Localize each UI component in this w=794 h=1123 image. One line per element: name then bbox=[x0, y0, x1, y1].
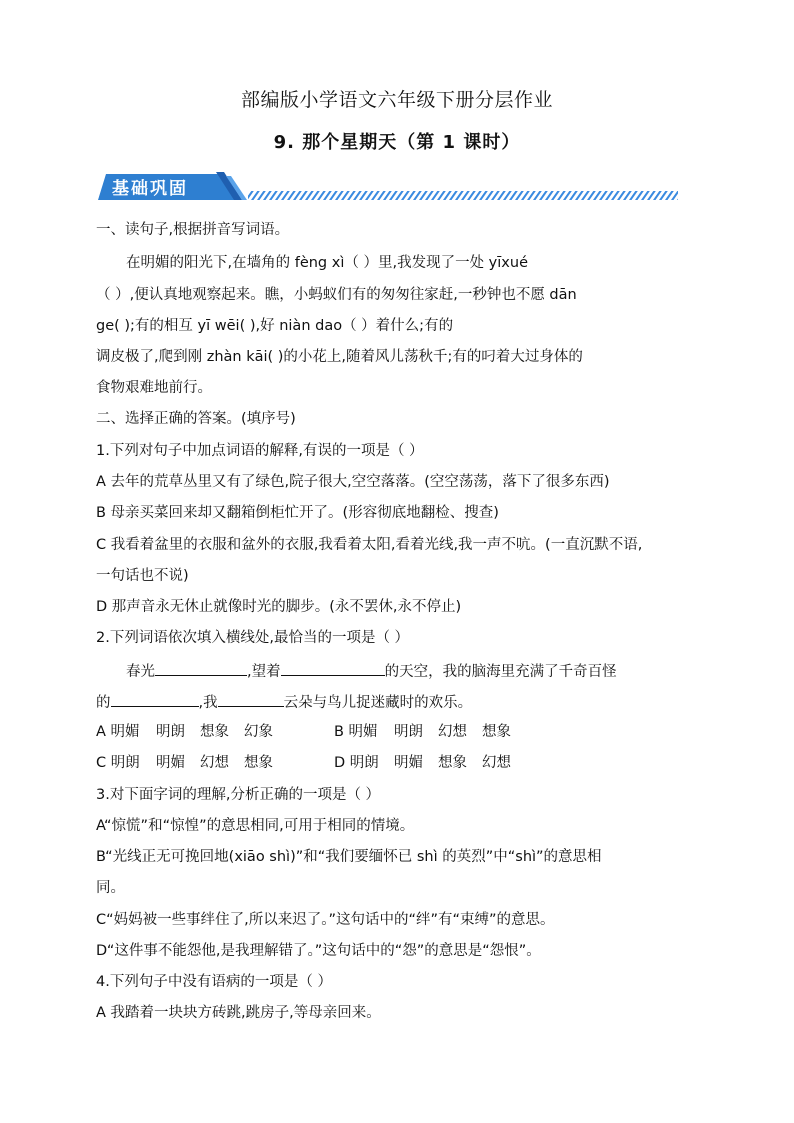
q2-2-stem: 2.下列词语依次填入横线处,最恰当的一项是（ ） bbox=[96, 630, 410, 646]
q2-1-option-a: A 去年的荒草丛里又有了绿色,院子很大,空空落落。(空空荡荡，落下了很多东西) bbox=[96, 474, 610, 490]
q2-3-option-d: D“这件事不能怨他,是我理解错了。”这句话中的“怨”的意思是“怨恨”。 bbox=[96, 943, 541, 959]
q2-3-option-a: A“惊慌”和“惊惶”的意思相同,可用于相同的情境。 bbox=[96, 818, 415, 834]
passage-text: ,望着 bbox=[247, 664, 281, 680]
option-word: 想象 bbox=[482, 724, 511, 740]
q2-2-passage-line-2 bbox=[96, 691, 472, 713]
passage-text: ,我 bbox=[198, 695, 218, 711]
option-word: A 明媚 bbox=[96, 724, 140, 740]
q1-heading: 一、读句子,根据拼音写词语。 bbox=[96, 222, 290, 238]
option-word: 幻想 bbox=[200, 755, 229, 771]
q2-1-option-c: C 我看着盆里的衣服和盆外的衣服,我看着太阳,看着光线,我一声不吭。(一直沉默不语, bbox=[96, 537, 643, 553]
option-word: 想象 bbox=[200, 724, 229, 740]
q2-2-options-row-2 bbox=[96, 753, 526, 773]
q2-3-option-b-cont: 同。 bbox=[96, 880, 125, 896]
blank-4 bbox=[218, 691, 284, 707]
option-word: C 明朗 bbox=[96, 755, 140, 771]
blank-1 bbox=[155, 660, 247, 676]
option-word: 明朗 bbox=[156, 724, 185, 740]
section-banner bbox=[98, 170, 688, 204]
q2-1-option-d: D 那声音永无休止就像时光的脚步。(永不罢休,永不停止) bbox=[96, 599, 462, 615]
passage-text: 的 bbox=[96, 695, 111, 711]
q2-1-option-b: B 母亲买菜回来却又翻箱倒柜忙开了。(形容彻底地翻检、搜查) bbox=[96, 505, 499, 521]
q1-line-5: 食物艰难地前行。 bbox=[96, 380, 212, 396]
q2-1-stem: 1.下列对句子中加点词语的解释,有误的一项是（ ） bbox=[96, 443, 424, 459]
blank-2 bbox=[281, 660, 385, 676]
option-word: 明朗 bbox=[394, 724, 423, 740]
option-word: D 明朗 bbox=[334, 755, 379, 771]
option-word: 明媚 bbox=[394, 755, 423, 771]
q1-line-2: （ ）,便认真地观察起来。瞧，小蚂蚁们有的匆匆往家赶,一秒钟也不愿 dān bbox=[96, 287, 577, 303]
option-word: 明媚 bbox=[156, 755, 185, 771]
option-word: 想象 bbox=[244, 755, 273, 771]
q1-line-4: 调皮极了,爬到刚 zhàn kāi( )的小花上,随着风儿荡秋千;有的叼着大过身体的 bbox=[96, 349, 583, 365]
q2-3-option-b: B“光线正无可挽回地(xiāo shì)”和“我们要缅怀已 shì 的英烈”中“shì”的意思相 bbox=[96, 849, 602, 865]
option-word: 幻象 bbox=[244, 724, 273, 740]
banner-label: 基础巩固 bbox=[112, 179, 188, 199]
blank-3 bbox=[111, 691, 199, 707]
document-title: 部编版小学语文六年级下册分层作业 bbox=[240, 89, 553, 111]
q2-1-option-c-cont: 一句话也不说) bbox=[96, 568, 189, 584]
option-word: 幻想 bbox=[438, 724, 467, 740]
lesson-title: 9. 那个星期天（第 1 课时） bbox=[273, 132, 521, 153]
passage-text: 的天空，我的脑海里充满了千奇百怪 bbox=[384, 664, 617, 680]
option-word: 幻想 bbox=[482, 755, 511, 771]
q2-4-stem: 4.下列句子中没有语病的一项是（ ） bbox=[96, 974, 332, 990]
q1-line-3: ge( );有的相互 yī wēi( ),好 niàn dao（ ）着什么;有的 bbox=[96, 318, 454, 334]
option-word: B 明媚 bbox=[334, 724, 378, 740]
passage-text: 春光 bbox=[126, 664, 155, 680]
option-word: 想象 bbox=[438, 755, 467, 771]
q2-2-passage-line-1 bbox=[126, 660, 617, 682]
passage-text: 云朵与鸟儿捉迷藏时的欢乐。 bbox=[283, 695, 473, 711]
q2-3-stem: 3.对下面字词的理解,分析正确的一项是（ ） bbox=[96, 787, 381, 803]
q2-2-options-row-1 bbox=[96, 722, 526, 742]
q2-3-option-c: C“妈妈被一些事绊住了,所以来迟了。”这句话中的“绊”有“束缚”的意思。 bbox=[96, 912, 555, 928]
q2-4-option-a: A 我踏着一块块方砖跳,跳房子,等母亲回来。 bbox=[96, 1005, 381, 1021]
q2-heading: 二、选择正确的答案。(填序号) bbox=[96, 411, 296, 427]
q1-line-1: 在明媚的阳光下,在墙角的 fèng xì（ ）里,我发现了一处 yīxué bbox=[126, 255, 528, 271]
